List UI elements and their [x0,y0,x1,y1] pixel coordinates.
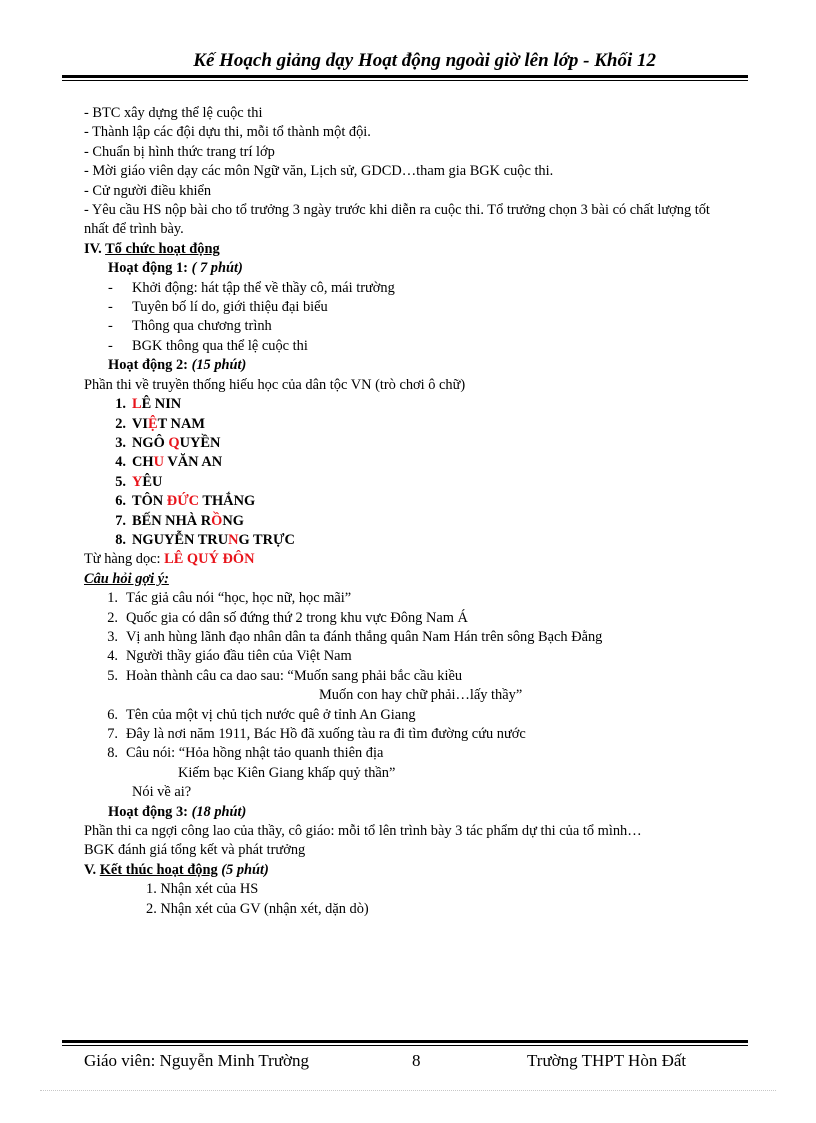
footer-school: Trường THPT Hòn Đất [527,1051,687,1070]
activity-1-heading [84,259,734,278]
conclusion-item: 2. Nhận xét của GV (nhận xét, dặn dò) [146,900,369,917]
crossword-answers [84,395,734,550]
activity-separator: : [183,803,192,820]
crossword-row [84,434,734,453]
header-rule-thin [62,80,748,81]
hint-item [84,647,734,666]
header-title: Kế Hoạch giảng dạy Hoạt động ngoài giờ lên lớp - Khối 12 [193,50,656,71]
hint-text: Vị anh hùng lãnh đạo nhân dân ta đánh thắng quân Nam Hán trên sông Bạch Đằng [126,628,603,645]
section-5-heading [84,861,734,880]
hint-number: 8. [107,745,118,762]
crossword-row [84,415,734,434]
hint-number: 4. [107,648,118,665]
key-letter: N [228,531,239,548]
word-text: NGÔ QUYỀN [132,434,221,451]
section-duration: (5 phút) [217,861,269,878]
key-letter: Ồ [211,512,223,529]
activity-label: Hoạt động 1 [108,260,184,277]
section-number: V. [84,861,100,878]
page-number: 8 [412,1051,421,1070]
hint-continuation: Kiếm bạc Kiên Giang khấp quỷ thần” [178,764,396,781]
hint-text: Hoàn thành câu ca dao sau: “Muốn sang phải bắc cầu kiều [126,667,463,684]
word-text: TÔN ĐỨC THẮNG [132,493,256,510]
hint-text: Đây là nơi năm 1911, Bác Hồ đã xuống tàu ra đi tìm đường cứu nước [126,726,526,742]
prep-item: - Mời giáo viên dạy các môn Ngữ văn, Lịch sử, GDCD…tham gia BGK cuộc thi. [84,163,554,180]
vertical-word: LÊ QUÝ ĐÔN [164,551,255,568]
prep-item: - Chuẩn bị hình thức trang trí lớp [84,143,275,160]
hint-number: 3. [107,628,118,645]
list-item: - BGK thông qua thể lệ cuộc thi [84,337,734,356]
crossword-row [84,453,734,472]
crossword-row [84,473,734,492]
hint-item [84,725,734,744]
word-text: NGUYỄN TRUNG TRỰC [132,531,295,548]
activity-3-text: BGK đánh giá tổng kết và phát trưởng [84,842,306,859]
key-letter: L [132,396,142,413]
row-number: 4. [115,454,126,471]
prep-item: - BTC xây dựng thể lệ cuộc thi [84,105,263,121]
hint-text: Tên của một vị chủ tịch nước quê ở tỉnh An Giang [126,706,416,723]
activity-duration: (15 phút) [191,357,247,374]
row-number: 1. [115,396,126,413]
section-number: IV. [84,240,106,257]
hints-list-cont [84,706,734,764]
hint-item [84,744,734,763]
section-title: Tổ chức hoạt động [105,240,220,257]
hint-item [84,628,734,647]
row-number: 3. [115,434,126,451]
footer-rule-thin [62,1045,748,1046]
activity-duration: (18 phút) [191,803,247,820]
hint-number: 5. [107,667,118,684]
page-footer [62,1040,748,1080]
key-letter: Q [168,434,180,451]
hint-number: 7. [107,726,118,742]
word-text: YÊU [132,473,163,490]
key-letter: Y [132,473,143,490]
hints-title: Câu hỏi gợi ý: [84,570,169,587]
crossword-row [84,531,734,550]
word-text: LÊ NIN [132,396,182,413]
hint-text: Câu nói: “Hỏa hồng nhật tảo quanh thiên địa [126,745,384,762]
header-rule [62,75,748,78]
activity-2-heading [84,356,734,375]
activity-3-text: Phần thi ca ngợi công lao của thầy, cô giáo: mỗi tổ lên trình bày 3 tác phẩm dự thi của tổ mình… [84,823,642,840]
hints-list [84,589,734,686]
hint-text: Quốc gia có dân số đứng thứ 2 trong khu vực Đông Nam Á [126,609,468,626]
word-text: CHU VĂN AN [132,454,223,471]
section-title: Kết thúc hoạt động [99,861,218,878]
hint-text: Tác giả câu nói “học, học nữ, học mãi” [126,590,352,607]
key-letter: ĐỨC [166,493,200,510]
prep-item: - Cử người điều khiển [84,182,212,199]
word-text: VIỆT NAM [132,415,205,432]
key-letter: Ệ [148,415,158,432]
row-number: 7. [115,512,126,529]
vertical-word-label: Từ hàng dọc: [84,551,165,568]
hint-continuation: Muốn con hay chữ phải…lấy thầy” [319,687,523,704]
prep-item: - Thành lập các đội dựu thi, mỗi tổ thành một đội. [84,124,371,141]
document-body [84,104,734,919]
activity-separator: : [183,357,192,374]
row-number: 6. [115,493,126,510]
activity-1-list [84,279,734,357]
activity-2-intro: Phần thi về truyền thống hiếu học của dân tộc VN (trò chơi ô chữ) [84,376,466,393]
hint-text: Người thầy giáo đầu tiên của Việt Nam [126,648,352,665]
crossword-row [84,395,734,414]
conclusion-item: 1. Nhận xét của HS [146,881,259,898]
footer-teacher: Giáo viên: Nguyễn Minh Trường [84,1051,310,1070]
hint-number: 2. [107,609,118,626]
crossword-row [84,512,734,531]
row-number: 5. [115,473,126,490]
row-number: 2. [115,415,126,432]
activity-duration: ( 7 phút) [191,260,243,277]
hint-number: 6. [107,706,118,723]
word-text: BẾN NHÀ RỒNG [132,512,244,529]
hint-item [84,609,734,628]
page-header [62,50,748,78]
list-item: - Tuyên bố lí do, giới thiệu đại biểu [84,298,734,317]
activity-label: Hoạt động 2 [108,357,184,374]
row-number: 8. [115,531,126,548]
prep-item: - Yêu cầu HS nộp bài cho tổ trưởng 3 ngày trước khi diễn ra cuộc thi. Tổ trưởng chọn 3 bài có chất lượng tốt nhất để trình bày. [84,202,710,238]
list-item: - Thông qua chương trình [84,317,734,336]
hint-number: 1. [107,590,118,607]
section-4-heading [84,240,734,259]
hint-item [84,706,734,725]
activity-label: Hoạt động 3 [108,803,184,820]
page-edge-divider [40,1090,776,1091]
hint-item [84,667,734,686]
activity-3-heading [84,803,734,822]
crossword-row [84,492,734,511]
hint-item [84,589,734,608]
hint-tail: Nói về ai? [132,784,192,801]
footer-rule [62,1040,748,1043]
activity-separator: : [183,260,192,277]
key-letter: U [153,454,164,471]
list-item: - Khởi động: hát tập thể về thầy cô, mái trường [84,279,734,298]
vertical-word-line [84,550,734,569]
